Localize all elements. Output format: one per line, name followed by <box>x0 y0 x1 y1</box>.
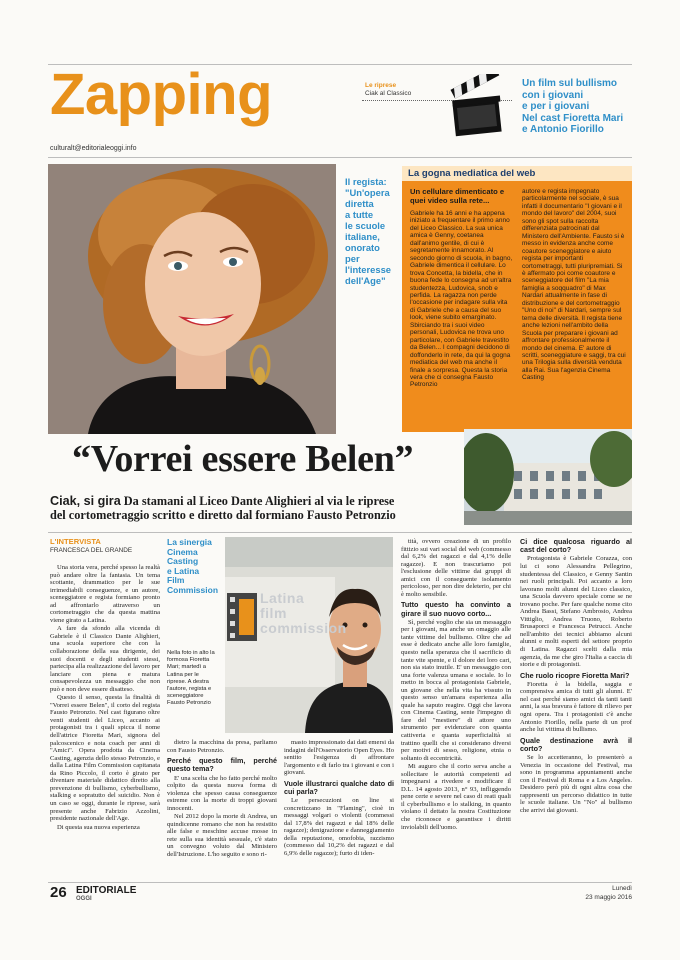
paragraph: Sì, perché voglio che sia un messaggio per i giovani, ma anche un omaggio alle tante vittime del bullismo. Oltre che ad esse è dedicato anche alle loro famiglie, questo nella speranza che il sacrificio di tante vite spente, e il dolore dei loro cari, non sia stato inutile. E' un messaggio con una forte valenza umana e sociale. Io lo metto in bocca al protagonista Gabriele, un giovane che nella vita ha vissuto in questo senso un'amara esperienza alla quale ha saputo reagire. Oggi che lavora con Cinema Casting, sente l'impegno di fare del "mestiere" di attore uno strumento per evidenziare con quanta cattiveria e quanta superficialità si trattino quelli che si considerano diversi per motivi di sesso, religione, etnia o soltanto di eccentricità. <box>401 618 511 762</box>
promo-sub: Ciak al Classico <box>365 90 412 97</box>
paragraph: Protagonista è Gabriele Corazza, con lui ci sono Alessandra Pellegrino, studentessa del Classico, e Genny Santin nei ruoli principali. Poi accanto a loro lavorano molti alunni del Liceo classico, una Scuola davvero speciale come se ne trovano poche. Per fare qualche nome cito Andrea Bassi, Stefano Ambrosio, Andrea Vittiglio, Andrea Truono, Roberto Brusaporci e Francesca Petrucci. Anche nell'ambito dei tecnici abbiamo alcuni alunni e molti esperti del settore proprio di Latina. Ragazzi scelti dalla mia agenzia, da me che giro l'Italia a caccia di storie e di protagonisti. <box>520 555 632 669</box>
quote-line: a tutte <box>345 209 374 220</box>
headline: “Vorrei essere Belen” <box>72 438 414 480</box>
quote-line: l'interesse <box>345 264 392 275</box>
quote-line: "Un'opera <box>345 187 390 198</box>
sidebar-box <box>402 166 632 432</box>
sidebar-text-col1: Gabriele ha 16 anni e ha appena iniziato a frequentare il primo anno del Liceo Classico. La sua unica amica è Genny, coetanea dall'animo gentile, di cui è segretamente innamorato. Al secondo giorno di scuola, in bagno, Gabriele dimentica il cellulare. Lo trova Concetta, la bidella, che in buona fede lo consegna ad un'altra studentezza, Ludovica, snob e perfida. La ragazza non perde l'occasione per indagare sulla vita di Gabriele che a causa del suo look, viene subito emarginato. Sbirciando tra i suoi video personali, Ludovica ne trova uno particolare, con Gabriele travestito da Belen... I compagni decidono di doffonderlo in rete, da qui la gogna mediatica del web ma anche il finale a sorpresa. Questa la storia vera che ci consegna Fausto Petronzio <box>410 210 513 389</box>
photo-sign <box>260 591 347 636</box>
side-label-line: Casting <box>167 556 199 567</box>
article-col-5 <box>520 538 632 880</box>
masthead-sub: OGGI <box>76 896 92 902</box>
side-label-line: Film <box>167 575 185 586</box>
question: Perché questo film, perché questo tema? <box>167 756 277 774</box>
footer-weekday: Lunedì <box>612 885 632 892</box>
clapperboard-icon <box>448 74 508 140</box>
section-email: culturalt@editorialeoggi.info <box>50 145 137 152</box>
quote-line: le scuole <box>345 220 386 231</box>
paragraph: Se lo accetteranno, lo presenterò a Venezia in occasione del Festival, ma sono in programma appuntamenti anche con il Festival di Roma e a Los Angeles. Desidero però più di ogni altra cosa che rappresenti un percorso didattico in tutte le scuole italiane. Un "No" al bullismo che arrivi dai giovani. <box>520 754 632 814</box>
quote-line: dell'Age" <box>345 275 386 286</box>
article-col-4 <box>401 538 511 880</box>
paragraph: Nel 2012 dopo la morte di Andrea, un quindicenne romano che non ha resistito alle false e meschine accuse mosse in rete sulla sua identità sessuale, c'è stato un convegno voluto dal Ministero dell'Istruzione. L'ho seguito e sono ri- <box>167 813 277 858</box>
masthead: EDITORIALE <box>76 885 137 896</box>
question: Vuole illustrarci qualche dato di cui parla? <box>284 778 394 796</box>
sign-line: commission <box>260 620 347 636</box>
sidebar-text-col2: autore e regista impegnato particolarmente nel sociale, è sua infatti il documentario "I giovani e il mondo del lavoro" del 2004, suoi sono gli spot sulla raccolta differenziata patrocinati dal Ministero dell'Ambiente. Fausto si è messo in evidenza anche come coautore sceneggiatore e aiuto regista per importanti cortometraggi, tutti pluripremiati. Si è affermato poi come coautore e sceneggiatore del film "La mia famiglia a soqquadro" di Max Nardari attualmente in fase di distribuzione e del cortometraggio "Uno di noi" di Nardari, sempre sul tema delle diversità. Il regista tiene anche lezioni nell'ambito della Scuola per preparare i giovani ad affrontare professionalmente il mondo del cinema. E' autore di scritti, sceneggiature e saggi, tra cui una Trilogia sulla diversità venduta alla Rai. Sua l'agenzia Cinema Casting <box>522 188 626 382</box>
promo-line: e per i giovani <box>522 101 590 112</box>
side-label-line: Cinema <box>167 546 198 557</box>
paragraph: Le persecuzioni on line si concretizzano in "Flaming", cioè in messaggi volgari o violenti (commessi dal 17,8% dei ragazzi e dal 18% delle ragazze); denigrazione e danneggiamento della reputazione, omofobia, razzismo (commesso dal 10,2% dei ragazzi e dal 6,9% delle ragazze); furto di iden- <box>284 797 394 857</box>
quote-line: Il regista: <box>345 176 387 187</box>
side-label-line: La sinergia <box>167 537 212 547</box>
promo-line: Nel cast Fioretta Mari <box>522 112 624 124</box>
page-number: 26 <box>50 884 67 901</box>
article-col-3 <box>284 739 394 879</box>
deck-lead: Ciak, si gira <box>50 494 121 508</box>
question: Tutto questo ha convinto a girare il suo nuovo corto... <box>401 600 511 618</box>
promo-line: con i giovani <box>522 89 584 101</box>
article-byline: FRANCESCA DEL GRANDE <box>50 547 133 554</box>
quote-line: onorato <box>345 242 380 253</box>
article-col-2 <box>167 739 277 879</box>
paragraph: Di questa sua nuova esperienza <box>57 823 140 831</box>
quote-line: italiane, <box>345 231 380 242</box>
paragraph: tità, ovvero creazione di un profilo fittizio sui vari social del web (commesso dal 6,2% dei ragazzi e dal 4,1% delle ragazze). E non trascuriamo poi l'esclusione delle vittime dai gruppi di amici con il conseguente isolamento pericoloso, per non dire deleterio, per chi è molto sensibile. <box>401 538 511 598</box>
question: Ci dice qualcosa riguardo al cast del corto? <box>520 538 632 555</box>
fioretta-mari-photo <box>48 164 336 434</box>
paragraph: Fioretta è la bidella, saggia e comprensiva amica di tutti gli alunni. E' nel cast perché siamo amici da tanti tanti anni, la sua bravura è fattore di rilievo per ogni opera. Tra i protagonisti c'è anche Antonio Fiorillo, nella parte di un prof anche lui vittima di bullismo. <box>520 680 632 734</box>
sidebar-title: La gogna mediatica del web <box>402 166 632 181</box>
article-col-1 <box>50 564 160 878</box>
question: Che ruolo ricopre Fioretta Mari? <box>520 670 630 680</box>
deck <box>50 494 470 523</box>
director-quote <box>345 176 401 286</box>
sidebar-heading: Un cellulare dimenticato e quei video sulla rete... <box>410 187 505 205</box>
paragraph: A fare da sfondo alla vicenda di Gabriele è il Classico Dante Alighieri, una scuola superiore che con la collaborazione della sua dirigente, dei suoi docenti e degli studenti stessi, partecipa alla realizzazione del lavoro per lanciare con piena e matura consapevolezza un messaggio che non può e non deve essere disatteso. <box>50 625 160 693</box>
paragraph: Mi auguro che il corto serva anche a sollecitare le autorità competenti ad impegnarsi a rivedere e modificare il D.L. 14 agosto 2013, n° 93, infliggendo pene certe e severe nel caso di reati quali il cyberbullismo e lo stalking, in quanto violano il dettato la nostra Costituzione che riconosce e garantisce i diritti inviolabili dell'uomo. <box>401 763 511 831</box>
paragraph: dietro la macchina da presa, parliamo con Fausto Petronzio. <box>167 739 277 754</box>
liceo-photo <box>464 429 632 525</box>
promo-headline <box>522 78 634 136</box>
paragraph: masto impressionato dai dati emersi da indagini dell'Osservatorio Open Eyes. Ho sentito l'esigenza di affrontare l'argomento e di farlo tra i giovani e con i giovani. <box>284 739 394 777</box>
article-side-label <box>167 538 219 596</box>
footer-date: 23 maggio 2016 <box>585 894 632 901</box>
promo-kicker: Le riprese <box>365 82 397 89</box>
article-kicker: L'INTERVISTA <box>50 537 101 546</box>
sign-line: Latina <box>260 590 305 606</box>
deck-line1: Da stamani al Liceo Dante Alighieri al via le riprese <box>120 494 395 508</box>
section-title: Zapping <box>50 62 273 127</box>
promo-line: Un film sul bullismo <box>522 78 618 89</box>
photo-caption: Nella foto in alto la formosa Fioretta Mari; martedì a Latina per le riprese. A destra l'autore, regista e sceneggiatore Fausto Petronzio <box>167 650 215 707</box>
side-label-line: Commission <box>167 584 219 595</box>
paragraph: Questo il senso, questa la finalità di "Vorrei essere Belen", il corto del regista Fausto Petronzio. Nel cast figurano oltre venti studenti del Liceo, accanto ai protagonisti tra i quali spicca il nome dell'attrice Fioretta Mari, signora del palcoscenico e nota coach per anni di "Amici". Opera prodotta da Cinema Casting, agenzia dello stesso Petronzio, e dalla Latina Film Commission capitanata da Rino Piccolo, il corto è girato per diventare materiale didattico diretto alla prevenzione di bullismo, cyberbullismo, stalking e sopratutto del suicidio. Non è un caso se oggi, durante le riprese, sarà presente anche Fabrizio Azzolini, presidente nazionale dell'Age. <box>50 694 160 823</box>
paragraph: Una storia vera, perché spesso la realtà può andare oltre la fantasia. Un tema scottante, drammatico per le sue irrimediabili conseguenze, e un autore, sceneggiatore e regista formiano pronto ad affrontarlo attraverso un cortometraggio che da questa mattina viene girato a Latina. <box>50 564 160 624</box>
side-label-line: e Latina <box>167 565 200 576</box>
quote-line: diretta <box>345 198 374 209</box>
sign-line: film <box>260 605 287 621</box>
paragraph: E' una scelta che ho fatto perché molto colpito da questa nuova forma di violenza che spesso causa conseguenze estreme con la morte di troppi giovani innocenti. <box>167 774 277 812</box>
deck-line2: del cortometraggio scritto e diretto dal formiano Fausto Petronzio <box>50 508 396 523</box>
quote-line: per <box>345 253 360 264</box>
question: Quale destinazione avrà il corto? <box>520 735 632 753</box>
promo-line: e Antonio Fiorillo <box>522 124 604 135</box>
